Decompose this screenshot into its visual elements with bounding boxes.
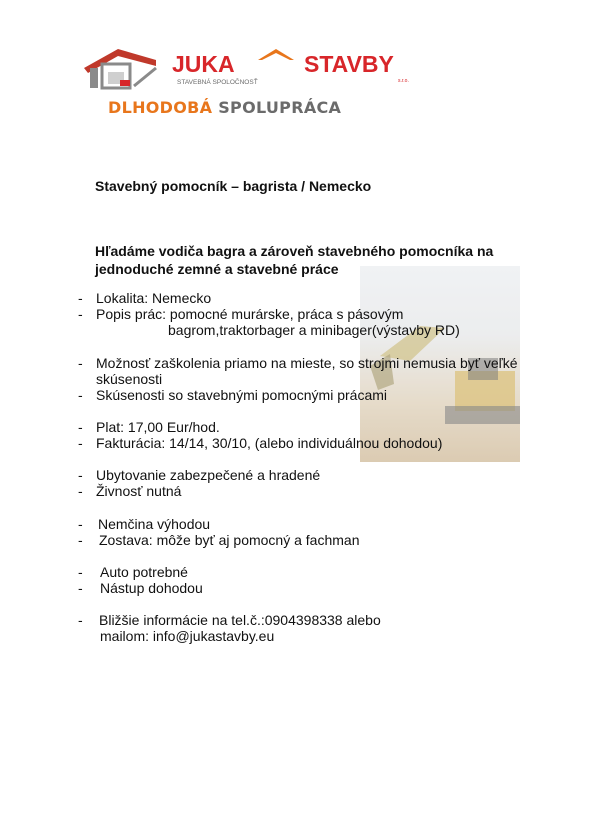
job-title: Stavebný pomocník – bagrista / Nemecko xyxy=(95,178,372,194)
tagline xyxy=(108,98,341,117)
bullet-dash: - xyxy=(78,419,83,435)
intro-line-1: Hľadáme vodiča bagra a zároveň stavebného pomocníka na xyxy=(95,243,494,259)
tagline-word-2: SPOLUPRÁCA xyxy=(218,98,342,117)
house-icon xyxy=(84,49,156,88)
bullet-dash: - xyxy=(78,564,83,580)
bullet-dash: - xyxy=(78,580,83,596)
brand-right: STAVBY xyxy=(304,51,394,77)
bullet-dash: - xyxy=(78,532,83,548)
bullet-dash: - xyxy=(78,516,83,532)
bullet-dash: - xyxy=(78,467,83,483)
list-item: Plat: 17,00 Eur/hod. xyxy=(96,419,220,435)
intro-text xyxy=(95,242,515,278)
bullet-dash: - xyxy=(78,435,83,451)
list-item: Auto potrebné xyxy=(100,564,188,580)
tagline-word-1: DLHODOBÁ xyxy=(108,98,213,117)
list-item: Ubytovanie zabezpečené a hradené xyxy=(96,467,321,483)
list-item: Zostava: môže byť aj pomocný a fachman xyxy=(99,532,360,548)
list-item: Možnosť zaškolenia priamo na mieste, so strojmi nemusia byť veľké xyxy=(96,355,518,371)
intro-line-2: jednoduché zemné a stavebné práce xyxy=(95,261,339,277)
list-item: Živnosť nutná xyxy=(96,483,182,499)
list-item: Nástup dohodou xyxy=(100,580,203,596)
contact-email[interactable]: mailom: info@jukastavby.eu xyxy=(100,628,275,644)
brand-left: JUKA xyxy=(172,51,235,77)
list-item-continuation: skúsenosti xyxy=(96,371,163,387)
list-item: Lokalita: Nemecko xyxy=(96,290,212,306)
bullet-dash: - xyxy=(78,290,83,306)
brand-subtitle: STAVEBNÁ SPOLOČNOSŤ xyxy=(177,79,258,86)
bullet-dash: - xyxy=(78,612,83,628)
list-item: Popis prác: pomocné murárske, práca s pásovým xyxy=(96,306,404,322)
company-logo xyxy=(80,46,425,92)
brand-suffix: s.r.o. xyxy=(398,78,409,84)
bullet-dash: - xyxy=(78,306,83,322)
list-item: Nemčina výhodou xyxy=(98,516,211,532)
bullet-dash: - xyxy=(78,387,83,403)
contact-info: Bližšie informácie na tel.č.:0904398338 alebo xyxy=(99,612,381,628)
list-item: Fakturácia: 14/14, 30/10, (alebo individuálnou dohodou) xyxy=(96,435,443,451)
list-item-continuation: bagrom,traktorbager a minibager(výstavby RD) xyxy=(168,322,460,338)
list-item: Skúsenosti so stavebnými pomocnými prácami xyxy=(96,387,388,403)
bullet-dash: - xyxy=(78,483,83,499)
bullet-dash: - xyxy=(78,355,83,371)
